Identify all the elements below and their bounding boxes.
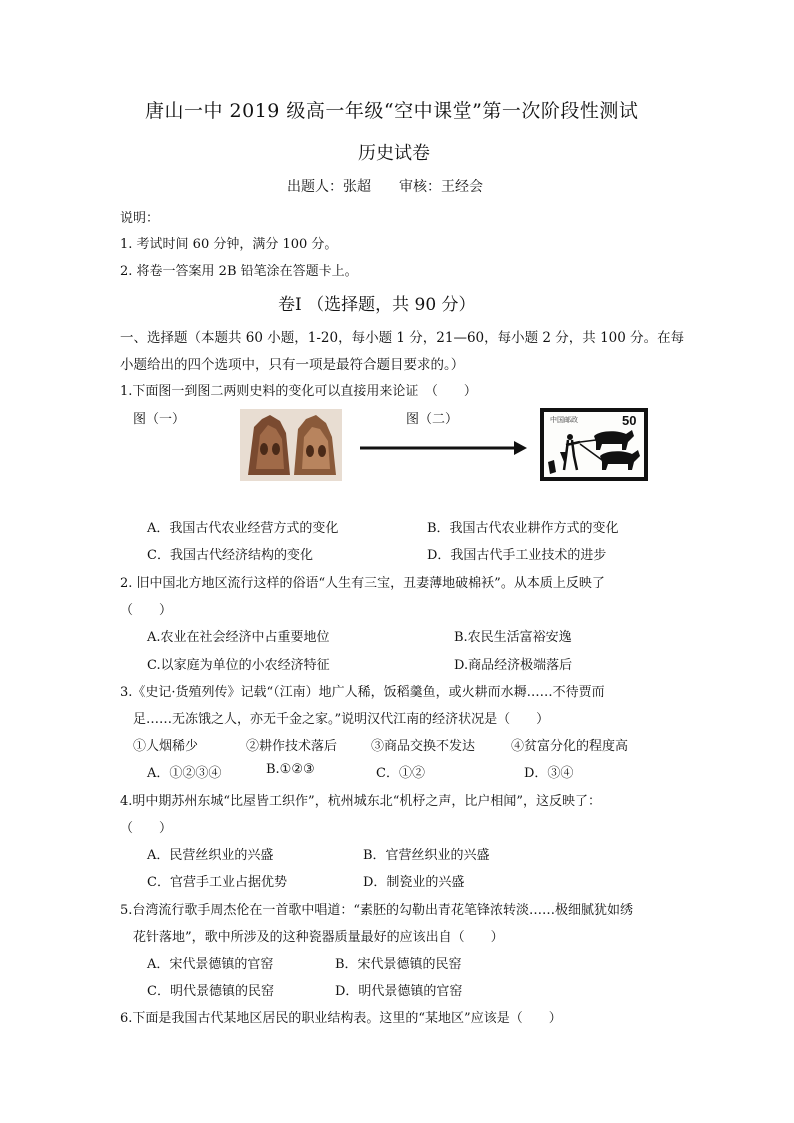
q4-option-b: B．官营丝织业的兴盛	[363, 848, 490, 863]
q1-option-b: B．我国古代农业耕作方式的变化	[427, 521, 619, 536]
q1-figure-1-image	[240, 409, 342, 481]
q4-option-a: A．民营丝织业的兴盛	[147, 848, 274, 863]
q6-stem: 6.下面是我国古代某地区居民的职业结构表。这里的“某地区”应该是（ ）	[120, 1011, 562, 1026]
q3-option-b: B.①②③	[266, 762, 315, 777]
q4-stem-line2: （ ）	[120, 821, 173, 836]
notes-label: 说明：	[120, 211, 160, 226]
q4-stem-line1: 4.明中期苏州东城“比屋皆工织作”，杭州城东北“机杼之声，比户相闻”，这反映了：	[120, 794, 601, 809]
q1-arrow	[360, 440, 528, 456]
note-item-2: 2. 将卷一答案用 2B 铅笔涂在答题卡上。	[120, 264, 358, 279]
q2-option-d: D.商品经济极端落后	[454, 658, 573, 673]
q5-option-b: B．宋代景德镇的民窑	[335, 957, 462, 972]
note-item-1: 1. 考试时间 60 分钟，满分 100 分。	[120, 237, 338, 252]
q1-option-d: D．我国古代手工业技术的进步	[427, 548, 607, 563]
right-arrow-icon	[360, 440, 528, 456]
q3-item-3: ③商品交换不发达	[371, 739, 476, 754]
q1-fig1-label: 图（一）	[133, 412, 186, 427]
stamp-country-text: 中国邮政	[550, 416, 578, 424]
q3-stem-line1: 3.《史记·货殖列传》记载“（江南）地广人稀，饭稻羹鱼，或火耕而水耨……不待贾而	[120, 685, 605, 700]
q2-option-b: B.农民生活富裕安逸	[454, 630, 572, 645]
subject-title: 历史试卷	[358, 143, 430, 164]
q3-option-c: C．①②	[376, 766, 425, 781]
q3-option-d: D．③④	[524, 766, 574, 781]
q3-item-2: ②耕作技术落后	[246, 739, 338, 754]
stamp-value: 50	[622, 413, 637, 428]
q3-item-4: ④贫富分化的程度高	[511, 739, 629, 754]
ox-plough-icon	[544, 412, 644, 477]
q1-figure-2-stamp	[540, 408, 648, 481]
section-intro-line2: 小题给出的四个选项中，只有一项是最符合题目要求的。）	[120, 357, 465, 373]
q2-stem-line2: （ ）	[120, 603, 173, 618]
q5-option-c: C．明代景德镇的民窑	[147, 984, 274, 999]
q3-item-1: ①人烟稀少	[133, 739, 199, 754]
section-intro-line1: 一、选择题（本题共 60 小题，1-20，每小题 1 分，21—60，每小题 2 分，共 100 分。在每	[120, 330, 685, 346]
q3-stem-line2: 足……无冻饿之人，亦无千金之家。”说明汉代江南的经济状况是（ ）	[133, 712, 550, 727]
q5-stem-line1: 5.台湾流行歌手周杰伦在一首歌中唱道：“素胚的勾勒出青花笔锋浓转淡……极细腻犹如绣	[120, 903, 634, 918]
q5-option-d: D．明代景德镇的官窑	[335, 984, 463, 999]
q4-option-c: C．官营手工业占据优势	[147, 875, 287, 890]
plough-artifacts-image	[240, 409, 342, 481]
q5-stem-line2: 花针落地”，歌中所涉及的这种瓷器质量最好的应该出自（ ）	[133, 930, 504, 945]
authors-line: 出题人：张超 审核：王经会	[287, 179, 483, 195]
q2-stem-line1: 2. 旧中国北方地区流行这样的俗语“人生有三宝，丑妻薄地破棉袄”。从本质上反映了	[120, 576, 605, 591]
section-title: 卷Ⅰ （选择题，共 90 分）	[278, 295, 476, 315]
q2-option-c: C.以家庭为单位的小农经济特征	[147, 658, 330, 673]
q1-option-c: C．我国古代经济结构的变化	[147, 548, 313, 563]
q1-stem: 1.下面图一到图二两则史料的变化可以直接用来论证 （ ）	[120, 384, 477, 399]
q3-option-a: A．①②③④	[147, 766, 222, 781]
q4-option-d: D．制瓷业的兴盛	[363, 875, 465, 890]
q5-option-a: A．宋代景德镇的官窑	[147, 957, 274, 972]
q2-option-a: A.农业在社会经济中占重要地位	[147, 630, 330, 645]
exam-title: 唐山一中 2019 级高一年级“空中课堂”第一次阶段性测试	[145, 100, 639, 122]
q1-fig2-label: 图（二）	[406, 412, 459, 427]
q1-option-a: A．我国古代农业经营方式的变化	[147, 521, 339, 536]
